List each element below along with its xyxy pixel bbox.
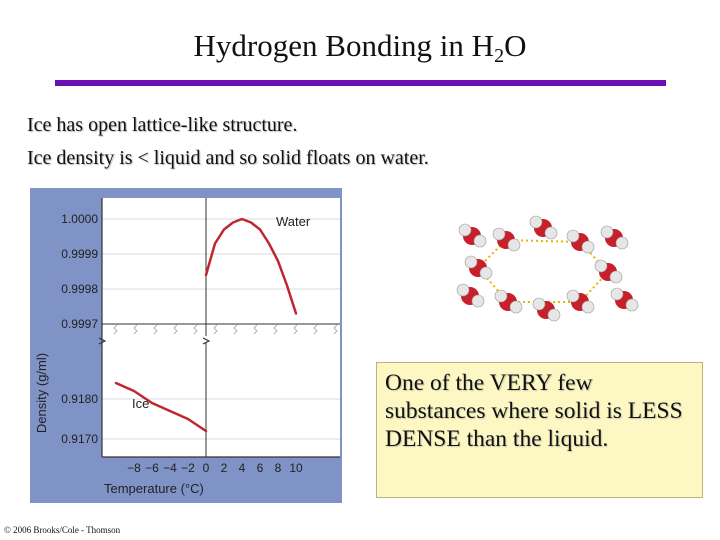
hydrogen-atom	[567, 230, 579, 242]
x-axis-label: Temperature (°C)	[104, 481, 204, 496]
hydrogen-atom	[582, 301, 594, 313]
x-tick-label: 10	[289, 461, 303, 475]
hydrogen-atom	[474, 235, 486, 247]
x-tick-label: 4	[238, 461, 246, 475]
series-label-ice: Ice	[132, 396, 150, 411]
x-tick-label: 2	[220, 461, 228, 475]
hydrogen-atom	[582, 241, 594, 253]
hydrogen-atom	[616, 237, 628, 249]
y-tick-label: 1.0000	[61, 212, 98, 226]
hydrogen-atom	[480, 267, 492, 279]
callout-box: One of the VERY few substances where solid is LESS DENSE than the liquid.	[376, 362, 703, 498]
hydrogen-atom	[510, 301, 522, 313]
bullet-ice-structure: Ice has open lattice-like structure.	[27, 114, 298, 136]
title-text: Hydrogen Bonding in H	[193, 28, 495, 63]
hydrogen-atom	[472, 295, 484, 307]
x-tick-label: −8	[127, 461, 141, 475]
x-tick-label: −2	[181, 461, 195, 475]
title-text-end: O	[504, 28, 527, 63]
y-tick-label: 0.9998	[61, 282, 98, 296]
hydrogen-atom	[465, 256, 477, 268]
y-axis-label: Density (g/ml)	[34, 352, 49, 434]
x-tick-label: 8	[274, 461, 282, 475]
hydrogen-atom	[567, 290, 579, 302]
ice-lattice-image	[436, 210, 650, 336]
hydrogen-atom	[495, 290, 507, 302]
title-subscript: 2	[494, 45, 505, 67]
y-tick-label: 0.9999	[61, 247, 98, 261]
hydrogen-atom	[548, 309, 560, 321]
hydrogen-atom	[459, 224, 471, 236]
hydrogen-atom	[530, 216, 542, 228]
x-tick-label: 0	[202, 461, 210, 475]
hydrogen-atom	[611, 288, 623, 300]
hydrogen-atom	[457, 284, 469, 296]
series-label-water: Water	[276, 214, 311, 229]
x-tick-label: −4	[163, 461, 177, 475]
hydrogen-atom	[493, 228, 505, 240]
hydrogen-atom	[610, 271, 622, 283]
y-tick-label: 0.9180	[61, 392, 98, 406]
density-chart	[30, 188, 342, 503]
hydrogen-atom	[508, 239, 520, 251]
x-tick-label: 6	[256, 461, 264, 475]
hydrogen-atom	[626, 299, 638, 311]
hydrogen-atom	[533, 298, 545, 310]
y-tick-label: 0.9997	[61, 317, 98, 331]
title-divider	[55, 80, 666, 86]
slide-title	[0, 28, 720, 68]
hydrogen-atom	[601, 226, 613, 238]
x-tick-label: −6	[145, 461, 159, 475]
hydrogen-atom	[545, 227, 557, 239]
copyright-footer: © 2006 Brooks/Cole - Thomson	[4, 525, 121, 535]
bullet-ice-density: Ice density is < liquid and so solid floats on water.	[27, 147, 429, 169]
y-tick-label: 0.9170	[61, 432, 98, 446]
hydrogen-atom	[595, 260, 607, 272]
